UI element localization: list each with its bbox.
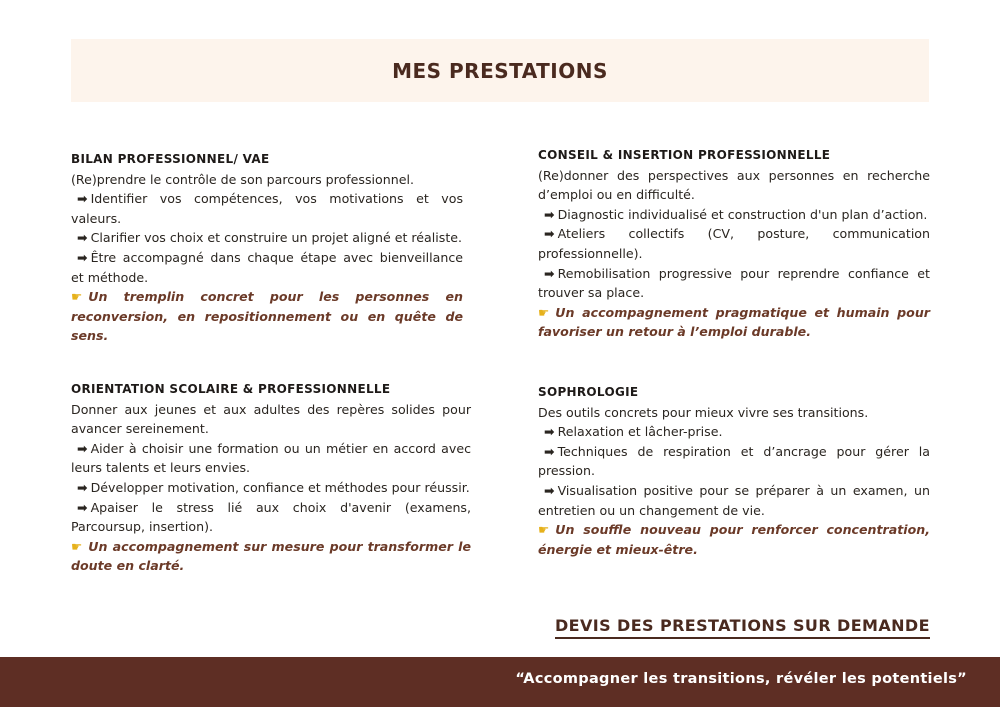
section-intro: (Re)prendre le contrôle de son parcours professionnel. bbox=[71, 171, 414, 187]
pointing-hand-icon: ☛ bbox=[538, 304, 550, 320]
section-intro: Donner aux jeunes et aux adultes des repères solides pour avancer sereinement. bbox=[71, 401, 471, 437]
arrow-right-icon: ➡ bbox=[544, 443, 555, 459]
arrow-right-icon: ➡ bbox=[544, 206, 555, 222]
section-sophrologie bbox=[538, 383, 930, 559]
list-item: ➡ Techniques de respiration et d’ancrage pour gérer la pression. bbox=[538, 443, 930, 479]
list-item: ➡ Visualisation positive pour se préparer à un examen, un entretien ou un changement de vie. bbox=[538, 482, 930, 518]
pointing-hand-icon: ☛ bbox=[71, 538, 83, 554]
section-orientation bbox=[71, 380, 471, 576]
arrow-right-icon: ➡ bbox=[544, 424, 555, 440]
section-tagline: ☛ Un accompagnement sur mesure pour transformer le doute en clarté. bbox=[71, 538, 471, 574]
list-item: ➡ Clarifier vos choix et construire un projet aligné et réaliste. bbox=[71, 228, 463, 248]
list-item: ➡ Apaiser le stress lié aux choix d'avenir (examens, Parcoursup, insertion). bbox=[71, 499, 471, 535]
list-item: ➡ Être accompagné dans chaque étape avec bienveillance et méthode. bbox=[71, 249, 463, 285]
arrow-right-icon: ➡ bbox=[544, 226, 555, 242]
list-item: ➡ Diagnostic individualisé et construction d'un plan d’action. bbox=[538, 205, 930, 225]
list-item: ➡ Relaxation et lâcher-prise. bbox=[538, 422, 930, 442]
section-bilan bbox=[71, 150, 463, 346]
pointing-hand-icon: ☛ bbox=[71, 289, 83, 305]
section-conseil bbox=[538, 146, 930, 342]
section-intro: Des outils concrets pour mieux vivre ses transitions. bbox=[538, 404, 869, 420]
arrow-right-icon: ➡ bbox=[77, 230, 88, 246]
section-tagline: ☛ Un accompagnement pragmatique et humain pour favoriser un retour à l’emploi durable. bbox=[538, 304, 930, 340]
page-header bbox=[71, 39, 929, 102]
footer-quote: “Accompagner les transitions, révéler les potentiels” bbox=[515, 671, 967, 687]
arrow-right-icon: ➡ bbox=[544, 265, 555, 281]
arrow-right-icon: ➡ bbox=[77, 440, 88, 456]
section-title: ORIENTATION SCOLAIRE & PROFESSIONNELLE bbox=[71, 382, 391, 396]
footer-band bbox=[0, 657, 1000, 707]
section-intro: (Re)donner des perspectives aux personnes en recherche d’emploi ou en difficulté. bbox=[538, 167, 930, 203]
arrow-right-icon: ➡ bbox=[77, 499, 88, 515]
arrow-right-icon: ➡ bbox=[77, 479, 88, 495]
devis-heading: DEVIS DES PRESTATIONS SUR DEMANDE bbox=[555, 616, 930, 639]
page-title: MES PRESTATIONS bbox=[392, 58, 608, 83]
list-item: ➡ Remobilisation progressive pour reprendre confiance et trouver sa place. bbox=[538, 265, 930, 301]
section-title: BILAN PROFESSIONNEL/ VAE bbox=[71, 152, 270, 166]
list-item: ➡ Développer motivation, confiance et méthodes pour réussir. bbox=[71, 478, 471, 498]
arrow-right-icon: ➡ bbox=[77, 249, 88, 265]
list-item: ➡ Aider à choisir une formation ou un métier en accord avec leurs talents et leurs envies. bbox=[71, 440, 471, 476]
section-title: CONSEIL & INSERTION PROFESSIONNELLE bbox=[538, 148, 831, 162]
arrow-right-icon: ➡ bbox=[544, 482, 555, 498]
section-tagline: ☛ Un tremplin concret pour les personnes en reconversion, en repositionnement ou en quête de sens. bbox=[71, 289, 463, 344]
section-title: SOPHROLOGIE bbox=[538, 385, 639, 399]
list-item: ➡ Ateliers collectifs (CV, posture, communication professionnelle). bbox=[538, 226, 930, 261]
list-item: ➡ Identifier vos compétences, vos motivations et vos valeurs. bbox=[71, 191, 463, 226]
pointing-hand-icon: ☛ bbox=[538, 522, 550, 538]
arrow-right-icon: ➡ bbox=[77, 191, 88, 207]
section-tagline: ☛ Un souffle nouveau pour renforcer concentration, énergie et mieux-être. bbox=[538, 522, 930, 557]
